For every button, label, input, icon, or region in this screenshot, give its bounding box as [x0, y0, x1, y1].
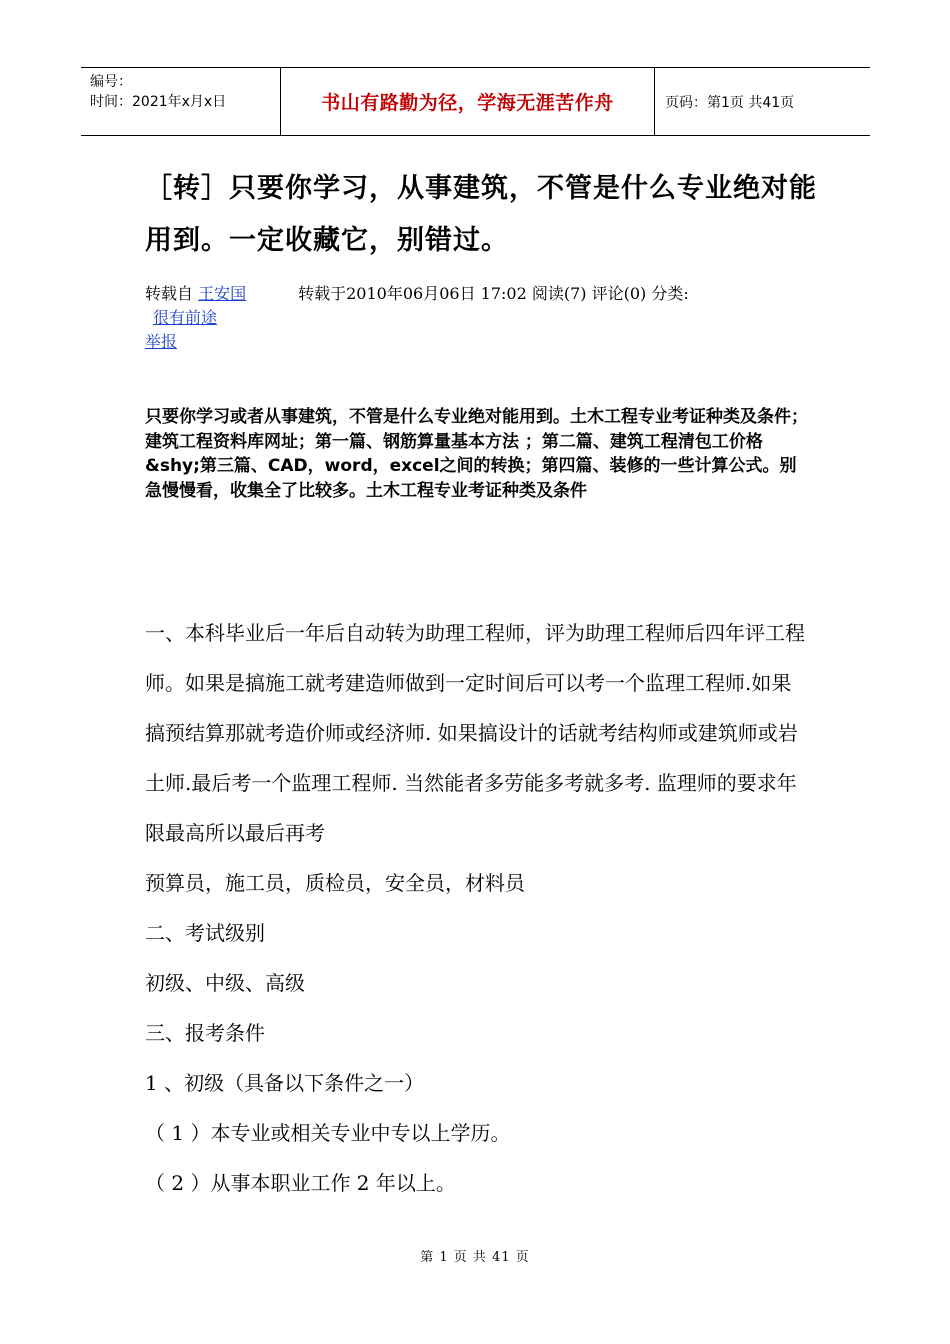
body-paragraph: （ 1 ）本专业或相关专业中专以上学历。	[145, 1121, 511, 1145]
header-page-info: 页码：第1页 共41页	[665, 94, 795, 111]
body-heading: 三、报考条件	[145, 1021, 265, 1045]
header-motto-cell	[281, 68, 655, 135]
repost-info: 转载于2010年06月06日 17:02 阅读(7) 评论(0) 分类:	[298, 284, 689, 303]
article-summary: 只要你学习或者从事建筑，不管是什么专业绝对能用到。土木工程专业考证种类及条件；建筑工程资料库网址；第一篇、钢筋算量基本方法 ；第二篇、建筑工程清包工价格&shy;第三篇、CAD，word，excel之间的转换；第四篇、装修的一些计算公式。别急慢慢看，收集全了比较多。土木工程专业考证种类及条件	[145, 407, 808, 501]
body-paragraph: 1 、初级（具备以下条件之一）	[145, 1071, 425, 1095]
author-link[interactable]: 王安国	[198, 284, 247, 303]
header-motto: 书山有路勤为径，学海无涯苦作舟	[321, 92, 614, 114]
category-link[interactable]: 很有前途	[153, 308, 218, 327]
article-meta	[145, 282, 825, 354]
meta-row-category	[145, 306, 825, 330]
article-body	[145, 608, 810, 1208]
header-page-cell	[655, 68, 870, 135]
body-paragraph: （ 2 ）从事本职业工作 2 年以上。	[145, 1171, 456, 1195]
page-footer: 第 1 页 共 41 页	[420, 1250, 530, 1265]
repost-from-label: 转载自	[145, 284, 194, 303]
meta-row-source	[145, 282, 825, 306]
report-link[interactable]: 举报	[145, 332, 178, 351]
article-title: ［转］只要你学习，从事建筑，不管是什么专业绝对能用到。一定收藏它，别错过。	[145, 173, 817, 256]
document-date-label: 时间：2021年x月x日	[90, 94, 227, 110]
body-heading: 二、考试级别	[145, 921, 265, 945]
body-paragraph: 一、本科毕业后一年后自动转为助理工程师，评为助理工程师后四年评工程师。如果是搞施工就考建造师做到一定时间后可以考一个监理工程师.如果搞预结算那就考造价师或经济师. 如果搞设计的话就考结构师或建筑师或岩土师.最后考一个监理工程师. 当然能者多劳能多考就多考. 监理师的要求年限最高所以最后再考	[145, 621, 805, 845]
meta-row-report	[145, 330, 825, 354]
header-info-cell	[81, 68, 281, 135]
document-number-label: 编号：	[90, 74, 132, 90]
body-paragraph: 初级、中级、高级	[145, 971, 305, 995]
header-table	[81, 67, 870, 136]
body-paragraph: 预算员，施工员，质检员，安全员，材料员	[145, 871, 525, 895]
